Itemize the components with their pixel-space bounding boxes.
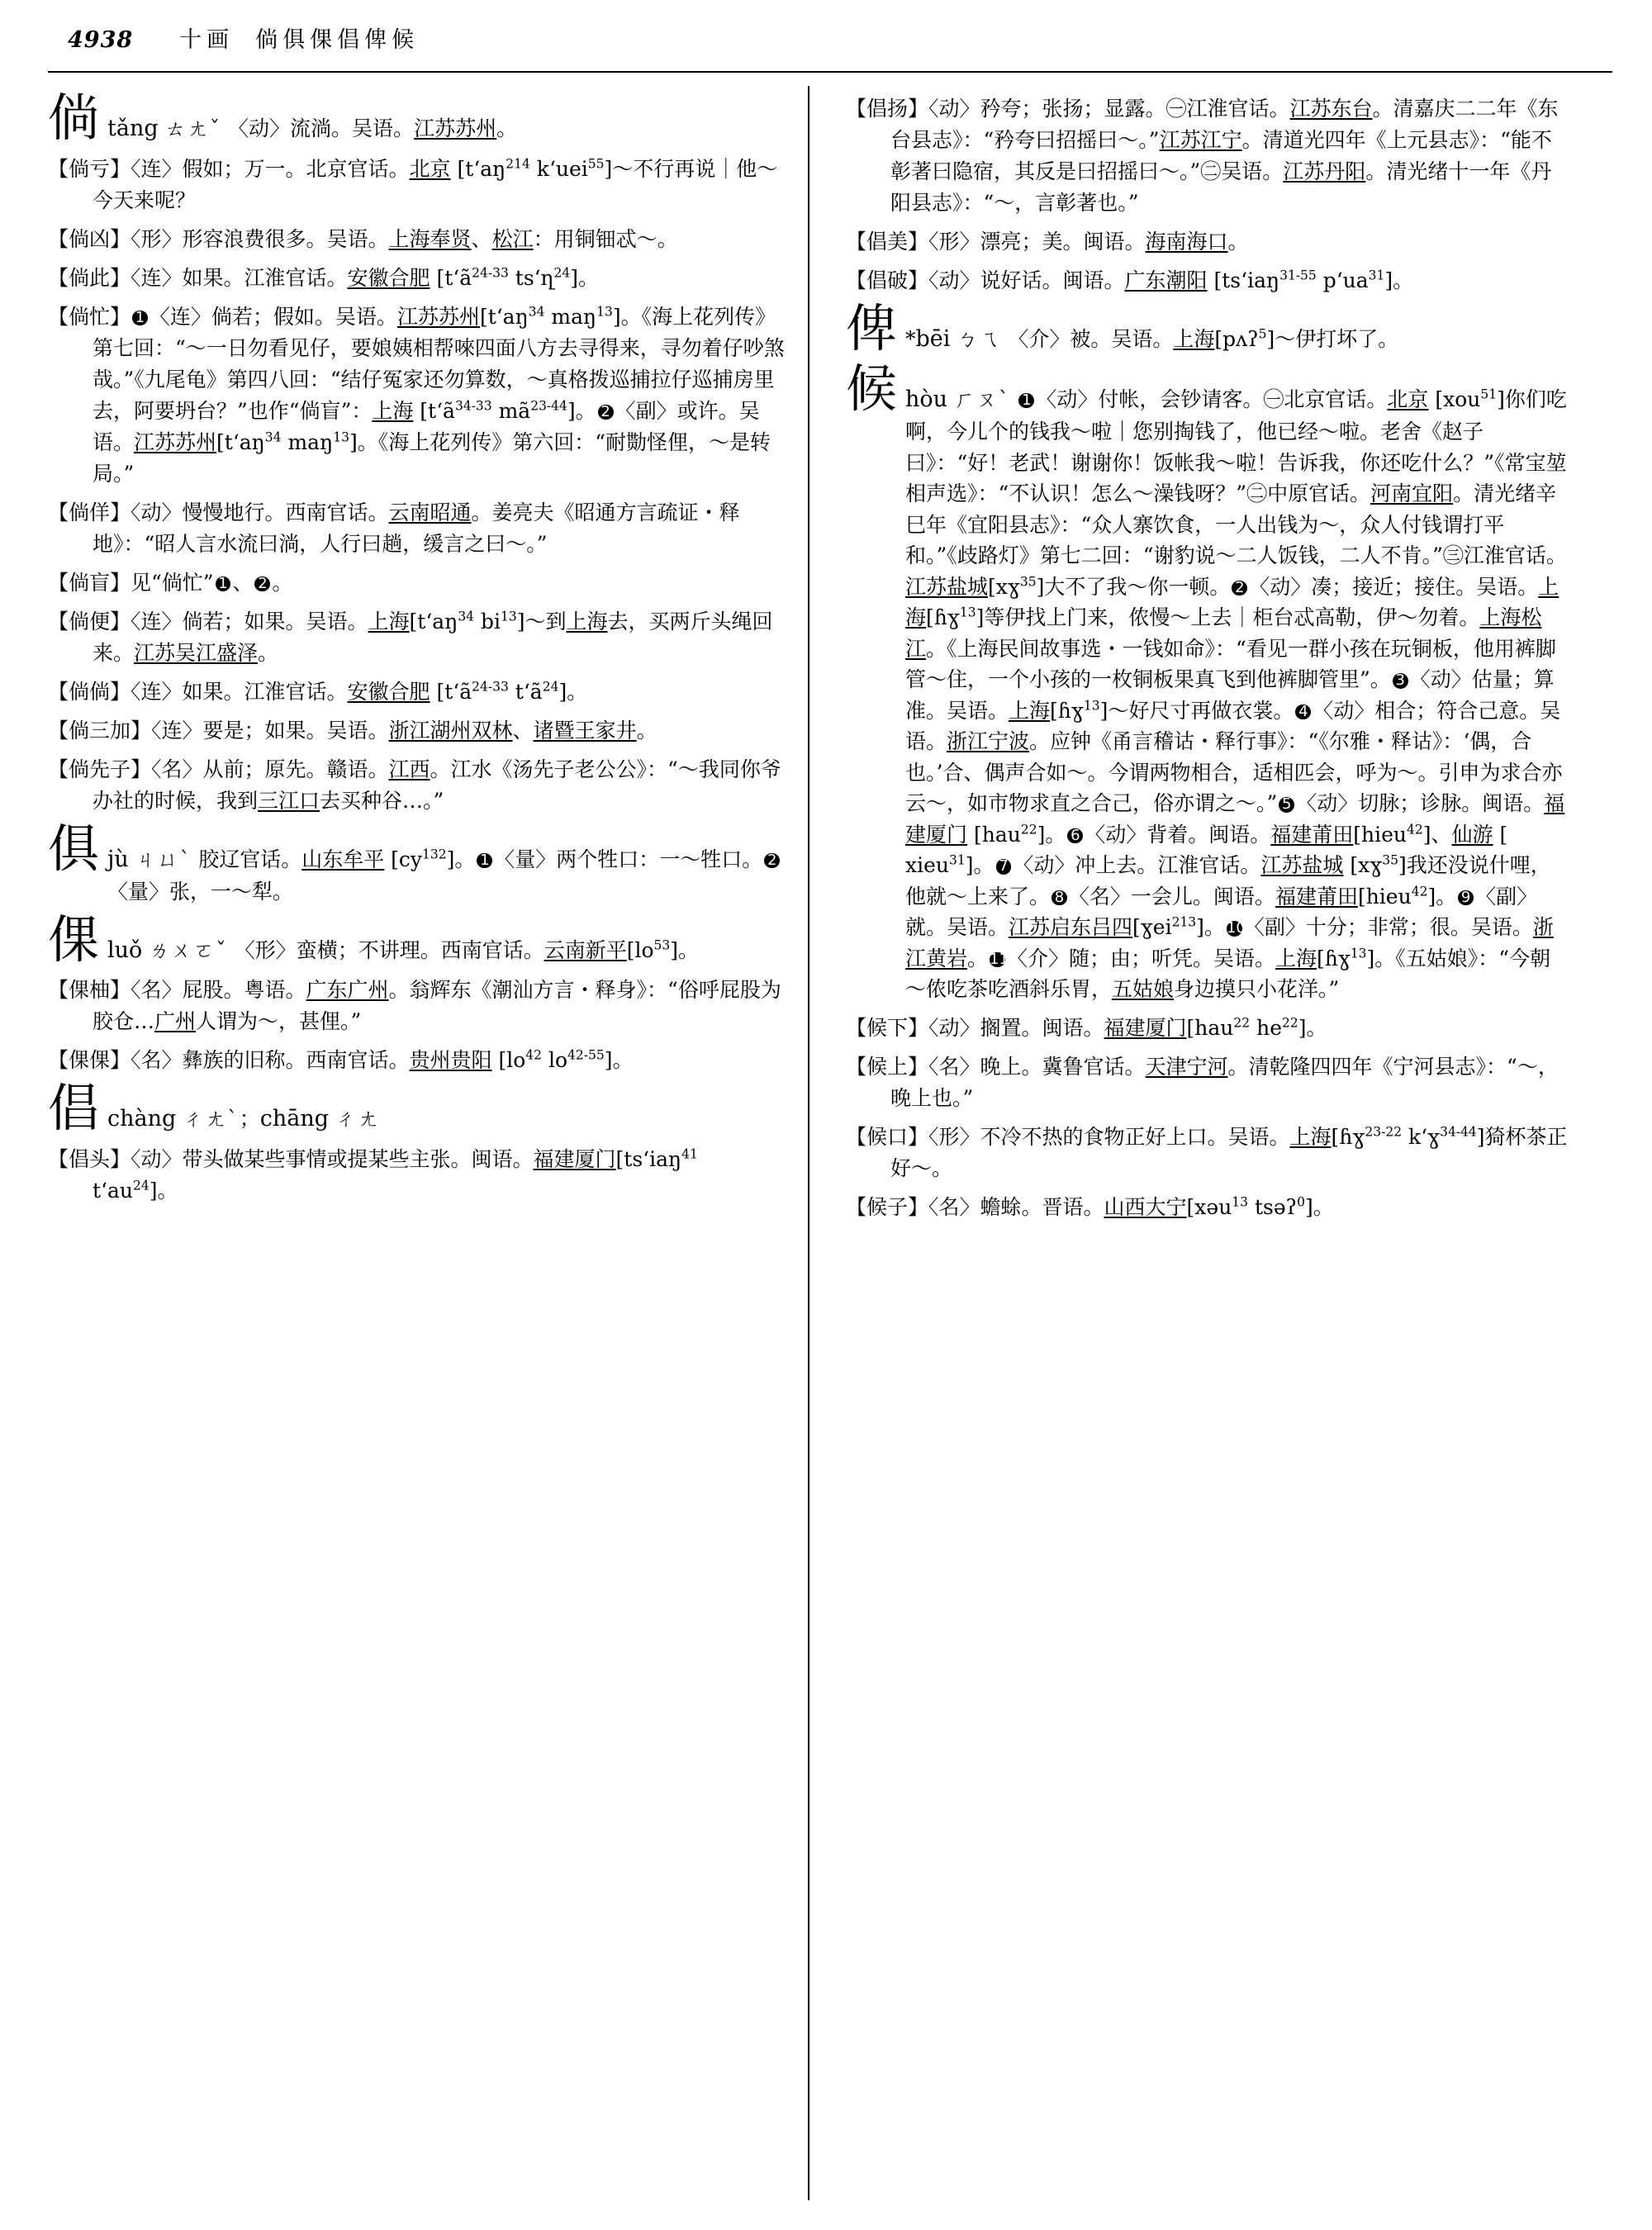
dictionary-entry (48, 154, 786, 216)
head-character-entry (48, 88, 786, 148)
running-head (179, 21, 419, 54)
entry-definition: 〈连〉要是；如果。吴语。浙江湖州双林、诸暨王家井。 (151, 718, 657, 743)
head-character: 俱 (48, 818, 100, 879)
head-character-definition: chàng ㄔㄤˋ；chāng ㄔㄤ (107, 1106, 381, 1132)
head-character-entry (48, 909, 786, 970)
header-rule (48, 71, 1612, 73)
dictionary-entry (48, 975, 786, 1037)
left-column (48, 86, 808, 2200)
entry-headword: 【候上】 (846, 1054, 929, 1079)
dictionary-entry (48, 1045, 786, 1076)
entry-headword: 【倘亏】 (48, 156, 131, 181)
dictionary-entry (48, 754, 786, 817)
entry-headword: 【倘盲】 (48, 570, 131, 595)
dictionary-entry (48, 301, 786, 490)
head-character-definition: hòu ㄏㄡˋ 1 〈动〉付帐，会钞请客。㊀北京官话。北京 [xou$^{51}$]你们吃啊，今儿个的钱我～啦｜您别掏钱了，他已经～啦。老舍《赵子曰》：“好！老武！谢谢你！饭帐我～啦！告诉我，你还吃什么？”《常宝堃相声选》：“不认识！怎么～澡钱呀？”㊁中原官话。河南宜阳。清光绪辛巳年《宜阳县志》：“众人寨饮食，一人出钱为～，众人付钱谓打平和。”《歧路灯》第七二回：“谢豹说～二人饭钱，二人不肯。”㊂江淮官话。江苏盐城[xɣ$^{35}$]大不了我～你一顿。 2 〈动〉凑；接近；接住。吴语。上海[ɦɣ$^{13}$]等伊找上门来，侬慢～上去｜柜台忒高勒，伊～勿着。上海松江。《上海民间故事选・一钱如命》：“看见一群小孩在玩铜板，他用裤脚管～住，一个小孩的一枚铜板果真飞到他裤脚管里”。 3 〈动〉估量；算准。吴语。上海[ɦɣ$^{13}$]～好尺寸再做衣裳。 4 〈动〉相合；符合己意。吴语。浙江宁波。应钟《甬言稽诂・释行事》：“《尔雅・释诂》：‘偶，合也。’合、偶声合如～。今谓两物相合，适相匹会，呼为～。引申为求合亦云～，如市物求直之合己，俗亦谓之～。” 5 〈动〉切脉；诊脉。闽语。福建厦门 [hau$^{22}$]。 6 〈动〉背着。闽语。福建莆田[hieu$^{42}$]、仙游 [ xieu$^{31}$]。 7 〈动〉冲上去。江淮官话。江苏盐城 [xɣ$^{35}$]我还没说什哩，他就～上来了。 8 〈名〉一会儿。闽语。福建莆田[hieu$^{42}$]。 9 〈副〉就。吴语。江苏启东吕四[ɣei$^{213}$]。 10〈副〉十分；非常；很。吴语。浙江黄岩。 11〈介〉随；由；听凭。吴语。上海[ɦɣ$^{13}$]。《五姑娘》：“今朝～侬吃茶吃酒斜乐胃，五姑娘身边摸只小花洋。” (905, 386, 1567, 1001)
dictionary-entry (48, 715, 786, 747)
dictionary-entry (48, 676, 786, 708)
dictionary-entry (846, 1051, 1568, 1114)
dictionary-entry (846, 1013, 1568, 1044)
entry-definition: 〈名〉屁股。粤语。广东广州。翁辉东《潮汕方言・释身》：“俗呼屁股为胶仓…广州人谓为～，甚俚。” (93, 978, 781, 1033)
entry-headword: 【倡头】 (48, 1146, 131, 1171)
head-character-definition: luǒ ㄌㄨㄛˇ 〈形〉蛮横；不讲理。西南官话。云南新平$[lo^{53}]$。 (107, 937, 700, 963)
entry-headword: 【倘倘】 (48, 679, 131, 704)
entry-headword: 【倘先子】 (48, 757, 152, 781)
entry-definition: 〈动〉搁置。闽语。福建厦门[hau$^{22}$ $he^{22}$]。 (928, 1015, 1327, 1040)
entry-headword: 【倡破】 (846, 268, 929, 292)
entry-definition: 〈动〉慢慢地行。西南官话。云南昭通。姜亮夫《昭通方言疏证・释地》：“昭人言水流曰淌，人行曰趟，缓言之曰～。” (93, 500, 740, 556)
head-character-entry (48, 1078, 786, 1138)
entry-headword: 【候子】 (846, 1194, 929, 1219)
entry-headword: 【倘三加】 (48, 718, 152, 743)
head-character: 倮 (48, 909, 100, 970)
page-number: 4938 (68, 27, 134, 53)
dictionary-entry (846, 265, 1568, 297)
entry-headword: 【倮倮】 (48, 1048, 131, 1072)
head-character: 倡 (48, 1078, 100, 1138)
dictionary-entry (48, 567, 786, 599)
dictionary-entry (846, 1122, 1568, 1184)
head-character: 俾 (846, 298, 898, 358)
entry-headword: 【倡美】 (846, 230, 929, 254)
entry-definition: 〈连〉倘若；如果。吴语。上海[$t‘aŋ^{34}$ $bi^{13}]\sim$到上海去，买两斤头绳回来。江苏吴江盛泽。 (93, 609, 773, 665)
dictionary-entry (48, 1144, 786, 1207)
entry-headword: 【倮柚】 (48, 978, 131, 1002)
entry-definition: 〈连〉如果。江淮官话。安徽合肥 [$t‘ã^{24-33}$ $t‘ã^{24}$]。 (131, 679, 588, 704)
entry-definition: 〈名〉晚上。冀鲁官话。天津宁河。清乾隆四四年《宁河县志》：“～，晚上也。” (890, 1054, 1559, 1110)
entry-headword: 【候口】 (846, 1124, 929, 1149)
head-character-definition: jù ㄐㄩˋ 胶辽官话。山东牟平 $[cy^{132}]$。 1 〈量〉两个牲口：一～牲口。 2 〈量〉张，一～犁。 (107, 825, 786, 908)
head-character-entry (48, 818, 786, 908)
head-character-definition: tǎng ㄊㄤˇ 〈动〉流淌。吴语。江苏苏州。 (107, 116, 518, 141)
entry-definition: 见“倘忙” 1 、 2 。 (131, 570, 293, 595)
head-chars: 倘俱倮倡俾候 (255, 27, 420, 53)
dictionary-entry (846, 226, 1568, 258)
entry-headword: 【倘便】 (48, 609, 131, 633)
entry-headword: 【倡扬】 (846, 97, 929, 121)
head-character-definition: *bēi ㄅㄟ 〈介〉被。吴语。上海[pʌʔ$^5$]～伊打坏了。 (905, 326, 1399, 352)
entry-definition: 〈名〉蟾蜍。晋语。山西大宁[xəu$^{13}$ tsəʔ$^0$]。 (928, 1194, 1334, 1219)
dictionary-entry (48, 606, 786, 669)
entry-definition: 1 〈连〉倘若；假如。吴语。江苏苏州[$t‘aŋ^{34}$ maŋ$^{13}$]。《海上花列传》第七回：“～一日勿看见仔，要娘姨相帮唻四面八方去寻得来，寻勿着仔吵煞哉。”《九尾龟》第四八回：“结仔冤家还勿算数，～真格拨巡捕拉仔巡捕房里去，阿要坍台？”也作“倘盲”：上海 [$t‘ã^{34-33}$ $mã^{23-44}$]。 2 〈副〉或许。吴语。江苏苏州[$t‘aŋ^{34}$ maŋ$^{13}$]。《海上花列传》第六回：“耐勚怪俚，～是转局。” (93, 304, 785, 486)
entry-definition: 〈名〉彝族的旧称。西南官话。贵州贵阳 [$lo^{42}$ $lo^{42-55}$]。 (131, 1047, 634, 1072)
right-column (808, 86, 1568, 2200)
entry-definition: 〈名〉从前；原先。赣语。江西。江水《汤先子老公公》：“～我同你爷办社的时候，我到三江口去买种谷…。” (93, 757, 781, 813)
entry-definition: 〈动〉说好话。闽语。广东潮阳 [ts‘iaŋ$^{31-55}$ $p‘ua^{31}$]。 (928, 268, 1414, 292)
dictionary-entry (48, 224, 786, 255)
dictionary-entry (846, 93, 1568, 219)
head-character: 倘 (48, 88, 100, 148)
dictionary-entry (48, 263, 786, 294)
head-character-entry (846, 358, 1568, 1005)
entry-headword: 【倘忙】 (48, 304, 131, 329)
dictionary-entry (48, 497, 786, 560)
entry-headword: 【倘此】 (48, 265, 131, 290)
dictionary-entry (846, 1192, 1568, 1223)
two-column-body (48, 86, 1612, 2200)
entry-definition: 〈动〉矜夸；张扬；显露。㊀江淮官话。江苏东台。清嘉庆二二年《东台县志》：“矜夸曰招摇曰～。”江苏江宁。清道光四年《上元县志》：“能不彰著曰隐宿，其反是曰招摇曰～。”㊁吴语。江苏丹阳。清光绪十一年《丹阳县志》：“～，言彰著也。” (890, 97, 1559, 215)
entry-definition: 〈形〉不冷不热的食物正好上口。吴语。上海[ɦɣ$^{23-22}$ k‘ɣ$^{34-44}$]猗杯茶正好～。 (890, 1124, 1568, 1180)
entry-headword: 【倘凶】 (48, 226, 131, 251)
head-character-entry (846, 298, 1568, 358)
entry-definition: 〈连〉假如；万一。北京官话。北京 [$t‘aŋ^{214}$ k‘uei$^{55}$]～不行再说｜他～今天来呢？ (93, 156, 778, 212)
head-character: 候 (846, 358, 898, 419)
entry-definition: 〈动〉带头做某些事情或提某些主张。闽语。福建厦门[ts‘iaŋ$^{41}$ $t‘au^{24}$]。 (93, 1146, 698, 1203)
page-header (48, 21, 1612, 66)
entry-definition: 〈连〉如果。江淮官话。安徽合肥 [$t‘ã^{24-33}$ ts‘ղ$^{24}$]。 (131, 265, 600, 290)
entry-headword: 【倘佯】 (48, 500, 131, 524)
entry-headword: 【候下】 (846, 1015, 929, 1040)
stroke-label: 十画 (179, 27, 235, 53)
entry-definition: 〈形〉形容浪费很多。吴语。上海奉贤、松江：用铜钿忒～。 (131, 226, 678, 251)
entry-definition: 〈形〉漂亮；美。闽语。海南海口。 (928, 230, 1249, 254)
